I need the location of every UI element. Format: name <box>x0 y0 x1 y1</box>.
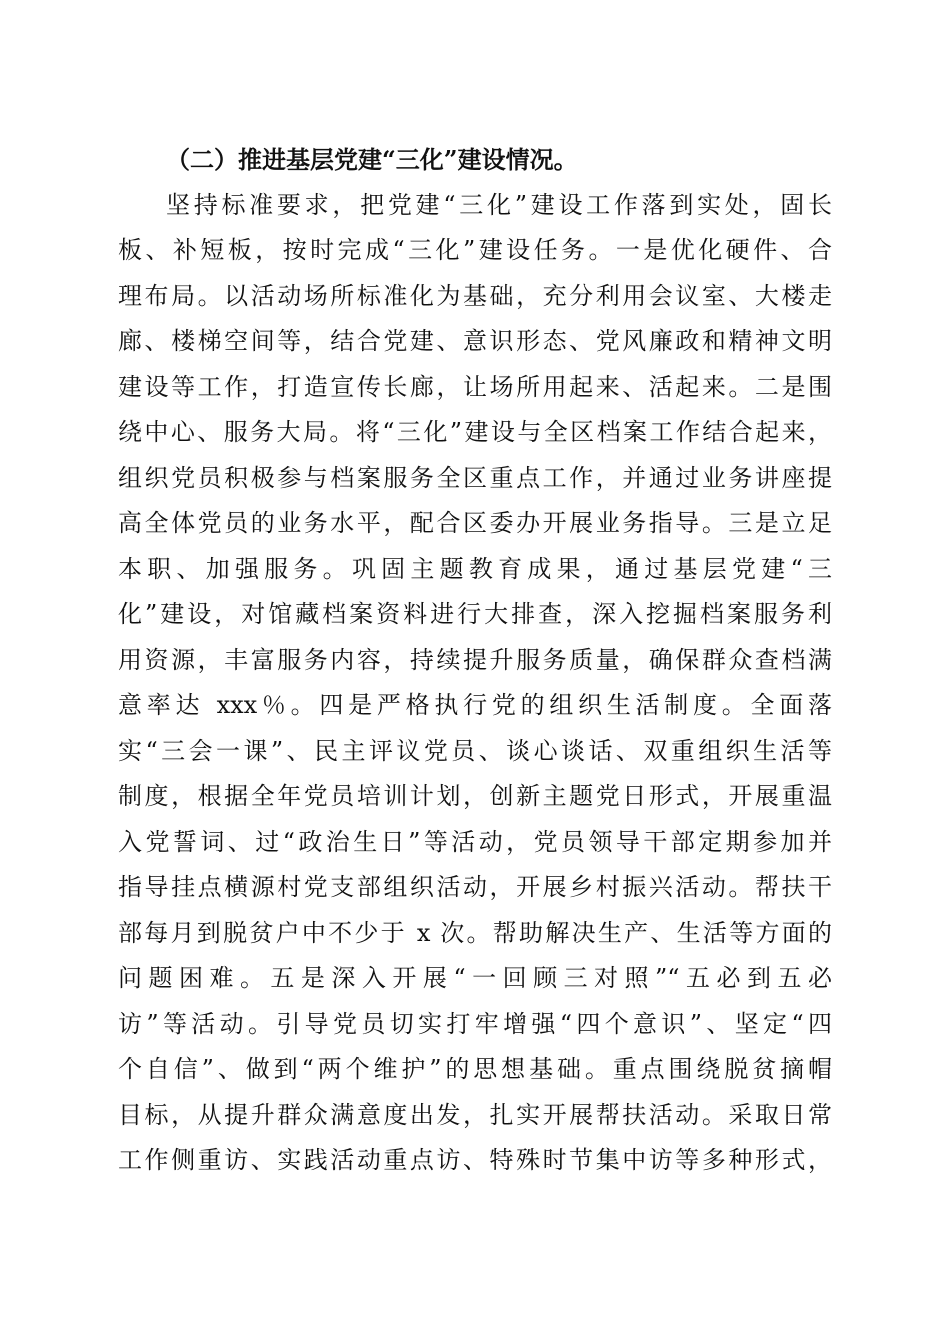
paragraph-line: 组织党员积极参与档案服务全区重点工作，并通过业务讲座提 <box>118 463 832 492</box>
paragraph-line: 本职、加强服务。巩固主题教育成果，通过基层党建“三 <box>118 554 832 583</box>
paragraph-line: 用资源，丰富服务内容，持续提升服务质量，确保群众查档满 <box>118 645 832 674</box>
paragraph-line: 化”建设，对馆藏档案资料进行大排查，深入挖掘档案服务利 <box>118 600 832 628</box>
paragraph-line: 建设等工作，打造宣传长廊，让场所用起来、活起来。二是围 <box>118 372 832 401</box>
paragraph-line: 访”等活动。引导党员切实打牢增强“四个意识”、坚定“四 <box>118 1009 832 1038</box>
paragraph-line: 工作侧重访、实践活动重点访、特殊时节集中访等多种形式， <box>118 1146 832 1174</box>
paragraph-line: 理布局。以活动场所标准化为基础，充分利用会议室、大楼走 <box>118 281 832 310</box>
paragraph-line: 绕中心、服务大局。将“三化”建设与全区档案工作结合起来， <box>118 418 832 446</box>
paragraph-line: 问题困难。五是深入开展“一回顾三对照”“五必到五必 <box>118 964 832 992</box>
paragraph-line: 指导挂点横源村党支部组织活动，开展乡村振兴活动。帮扶干 <box>118 873 832 901</box>
paragraph-line: 目标，从提升群众满意度出发，扎实开展帮扶活动。采取日常 <box>118 1100 832 1129</box>
body-paragraph <box>118 183 832 1184</box>
paragraph-line: 板、补短板，按时完成“三化”建设任务。一是优化硬件、合 <box>118 236 832 264</box>
paragraph-line: 意率达 xxx％。四是严格执行党的组织生活制度。全面落 <box>118 691 832 719</box>
paragraph-line: 部每月到脱贫户中不少于 x 次。帮助解决生产、生活等方面的 <box>118 918 832 947</box>
paragraph-line: 制度，根据全年党员培训计划，创新主题党日形式，开展重温 <box>118 782 832 810</box>
document-body <box>118 137 832 1184</box>
paragraph-line: 实“三会一课”、民主评议党员、谈心谈话、双重组织生活等 <box>118 736 832 765</box>
section-heading: （二）推进基层党建“三化”建设情况。 <box>166 145 578 174</box>
paragraph-line: 高全体党员的业务水平，配合区委办开展业务指导。三是立足 <box>118 509 832 537</box>
paragraph-line: 入党誓词、过“政治生日”等活动，党员领导干部定期参加并 <box>118 827 832 856</box>
paragraph-line: 廊、楼梯空间等，结合党建、意识形态、党风廉政和精神文明 <box>118 327 832 355</box>
paragraph-line: 个自信”、做到“两个维护”的思想基础。重点围绕脱贫摘帽 <box>118 1055 832 1083</box>
paragraph-line: 坚持标准要求，把党建“三化”建设工作落到实处，固长 <box>166 190 832 219</box>
